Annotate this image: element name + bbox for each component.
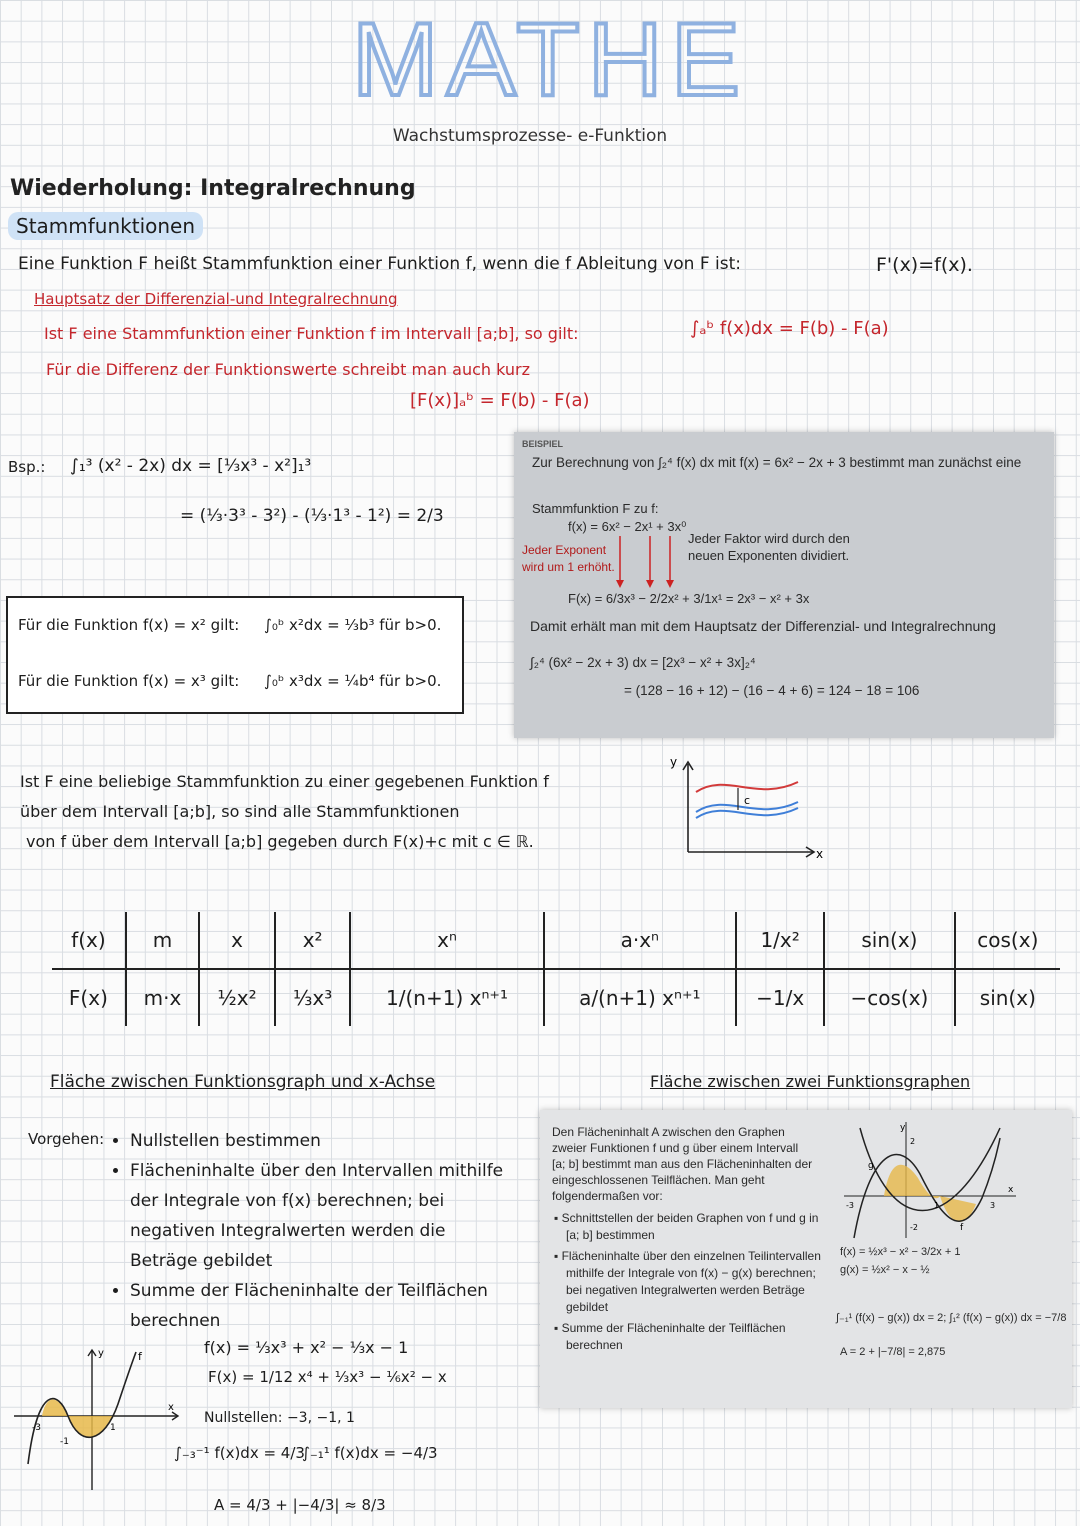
hauptsatz-title: Hauptsatz der Differenzial-und Integralrechnung — [34, 290, 398, 308]
beispiel-note-left: Jeder Exponent wird um 1 erhöht. — [522, 543, 615, 574]
two-3-label: 3 — [990, 1201, 996, 1210]
beispiel-note-right: Jeder Faktor wird durch den neuen Exponenten dividiert. — [688, 531, 850, 563]
flaeche-zwei-gx: g(x) = ½x² − x − ½ — [840, 1264, 930, 1276]
table-cell: 1/x² — [736, 912, 824, 969]
table-cell: ½x² — [199, 969, 275, 1026]
two-g-label: g — [868, 1161, 874, 1171]
table-cell: a·xⁿ — [544, 912, 736, 969]
table-row-F — [52, 969, 1060, 1026]
beispiel-intro: Zur Berechnung von ∫₂⁴ f(x) dx mit f(x) = 6x² − 2x + 3 bestimmt man zunächst eine — [532, 455, 1022, 470]
two-2-label: 2 — [910, 1137, 916, 1146]
flaeche-zwei-fx: f(x) = ½x³ − x² − 3/2x + 1 — [840, 1246, 961, 1258]
cubic-m1-label: -1 — [60, 1437, 69, 1447]
table-cell: f(x) — [52, 912, 126, 969]
hauptsatz-line2: Für die Differenz der Funktionswerte schreibt man auch kurz — [46, 360, 531, 379]
flaeche-x-int1: ∫₋₃⁻¹ f(x)dx = 4/3 — [174, 1444, 305, 1462]
two-1-label: 1 — [934, 1201, 940, 1210]
flaeche-x-fx: f(x) = ⅓x³ + x² − ⅓x − 1 — [204, 1338, 409, 1357]
list-item: ▪ Flächeninhalte über den einzelnen Teilintervallen mithilfe der Integrale von f(x) − g(x) berechnen; bei negativen Integralwerten werden Beträge gebildet — [554, 1249, 821, 1314]
stammfunktion-table — [52, 912, 1060, 1026]
flaeche-x-title: Fläche zwischen Funktionsgraph und x-Achse — [50, 1072, 436, 1092]
list-item: ▪ Summe der Flächeninhalte der Teilflächen berechnen — [554, 1321, 786, 1352]
table-row-f — [52, 912, 1060, 969]
beispiel-damit: Damit erhält man mit dem Hauptsatz der Differenzial- und Integralrechnung — [530, 618, 996, 634]
beispiel-calc2: = (128 − 16 + 12) − (16 − 4 + 6) = 124 − 18 = 106 — [624, 683, 920, 698]
alle-stamm-line3: von f über dem Intervall [a;b] gegeben durch F(x)+c mit c ∈ ℝ. — [26, 832, 534, 851]
flaeche-zwei-photo — [540, 1110, 1072, 1408]
flaeche-zwei-integrals: ∫₋₁¹ (f(x) − g(x)) dx = 2; ∫₁² (f(x) − g(x)) dx = −7/8 — [836, 1312, 1067, 1324]
beispiel-Fx: F(x) = 6/3x³ − 2/2x² + 3/1x¹ = 2x³ − x² + 3x — [568, 591, 810, 606]
cubic-y-label: y — [98, 1348, 104, 1359]
flaeche-zwei-bullets — [548, 1210, 824, 1354]
cubic-x-label: x — [168, 1402, 174, 1413]
cubic-m3-label: -3 — [32, 1423, 41, 1433]
flaeche-x-nullstellen: Nullstellen: −3, −1, 1 — [204, 1410, 355, 1426]
table-cell: xⁿ — [350, 912, 543, 969]
beispiel-arrows — [604, 532, 704, 592]
table-cell: x — [199, 912, 275, 969]
alle-stamm-line2: über dem Intervall [a;b], so sind alle Stammfunktionen — [20, 802, 460, 821]
beispiel-tag: BEISPIEL — [522, 439, 564, 449]
section-heading: Wiederholung: Integralrechnung — [10, 176, 416, 201]
hauptsatz-line1: Ist F eine Stammfunktion einer Funktion f im Intervall [a;b], so gilt: — [44, 324, 579, 343]
list-item: • Summe der Flächeninhalte der Teilflächen berechnen — [130, 1276, 510, 1336]
hauptsatz-integral: ∫ₐᵇ f(x)dx = F(b) - F(a) — [690, 318, 889, 339]
two-y-label: y — [900, 1123, 906, 1133]
table-cell: m — [126, 912, 199, 969]
formula-box — [6, 596, 464, 714]
box-row1-formula: ∫₀ᵇ x²dx = ⅓b³ für b>0. — [264, 616, 442, 634]
beispiel-fx: f(x) = 6x² − 2x¹ + 3x⁰ — [568, 519, 687, 534]
table-cell: −1/x — [736, 969, 824, 1026]
sketch-clabel: c — [744, 794, 751, 807]
cubic-p1-label: 1 — [110, 1423, 116, 1433]
flaeche-x-int2: ∫₋₁¹ f(x)dx = −4/3 — [302, 1444, 438, 1462]
table-cell: a/(n+1) xⁿ⁺¹ — [544, 969, 736, 1026]
page-title: MATHE — [351, 2, 749, 118]
table-cell: m·x — [126, 969, 199, 1026]
beispiel-calc1: ∫₂⁴ (6x² − 2x + 3) dx = [2x³ − x² + 3x]₂⁴ — [530, 655, 756, 670]
two-f-label: f — [960, 1223, 964, 1233]
example-line2: = (⅓·3³ - 3²) - (⅓·1³ - 1²) = 2/3 — [180, 506, 444, 526]
example-label: Bsp.: — [8, 458, 46, 476]
flaeche-x-area: A = 4/3 + |−4/3| ≈ 8/3 — [214, 1496, 386, 1514]
flaeche-x-vorgehen: Vorgehen: — [28, 1130, 105, 1148]
section-subheading: Stammfunktionen — [8, 212, 203, 240]
list-item: • Flächeninhalte über den Intervallen mithilfe der Integrale von f(x) berechnen; bei negativen Integralwerten werden die Beträge gebildet — [130, 1156, 510, 1276]
table-cell: sin(x) — [955, 969, 1060, 1026]
alle-stamm-line1: Ist F eine beliebige Stammfunktion zu einer gegebenen Funktion f — [20, 772, 549, 791]
definition-text: Eine Funktion F heißt Stammfunktion einer Funktion f, wenn die f Ableitung von F ist: — [18, 254, 741, 274]
beispiel-stamm-label: Stammfunktion F zu f: — [532, 501, 659, 516]
sketch-ylabel: y — [670, 755, 678, 769]
definition-formula: F'(x)=f(x). — [876, 254, 973, 276]
cubic-f-label: f — [138, 1350, 142, 1363]
page-subtitle: Wachstumsprozesse- e-Funktion — [392, 126, 668, 146]
list-item: • Nullstellen bestimmen — [130, 1126, 510, 1156]
two-m2-label: -2 — [910, 1223, 918, 1232]
table-cell: F(x) — [68, 986, 108, 1010]
example-line1: ∫₁³ (x² - 2x) dx = [⅓x³ - x²]₁³ — [70, 456, 312, 476]
sketch-xlabel: x — [816, 847, 824, 861]
hauptsatz-bracket: [F(x)]ₐᵇ = F(b) - F(a) — [410, 390, 590, 411]
box-row2-formula: ∫₀ᵇ x³dx = ¼b⁴ für b>0. — [264, 672, 442, 690]
box-row2-label: Für die Funktion f(x) = x³ gilt: — [18, 672, 240, 690]
table-cell: 1/(n+1) xⁿ⁺¹ — [350, 969, 543, 1026]
flaeche-zwei-title: Fläche zwischen zwei Funktionsgraphen — [650, 1072, 971, 1091]
table-cell: ⅓x³ — [275, 969, 351, 1026]
table-cell: cos(x) — [955, 912, 1060, 969]
two-graphs — [840, 1118, 1020, 1242]
beispiel-photo — [514, 432, 1054, 738]
list-item: ▪ Schnittstellen der beiden Graphen von f und g in [a; b] bestimmen — [554, 1211, 819, 1242]
stammfunktion-sketch — [666, 752, 836, 864]
two-x-label: x — [1008, 1185, 1014, 1195]
table-cell: x² — [275, 912, 351, 969]
flaeche-zwei-intro: Den Flächeninhalt A zwischen den Graphen zweier Funktionen f und g über einem Intervall [a; b] bestimmt man aus den Flächeninhalten der eingeschlossenen Teilflächen. Man geht folgendermaßen vor: — [552, 1125, 813, 1203]
flaeche-x-Fx: F(x) = 1/12 x⁴ + ⅓x³ − ⅙x² − x — [208, 1368, 447, 1386]
box-row1-label: Für die Funktion f(x) = x² gilt: — [18, 616, 240, 634]
cubic-graph — [8, 1344, 184, 1494]
flaeche-x-steps — [110, 1126, 510, 1336]
flaeche-zwei-area: A = 2 + |−7/8| = 2,875 — [840, 1346, 946, 1358]
two-m3-label: -3 — [846, 1201, 854, 1210]
table-cell: sin(x) — [824, 912, 954, 969]
table-cell: −cos(x) — [824, 969, 954, 1026]
